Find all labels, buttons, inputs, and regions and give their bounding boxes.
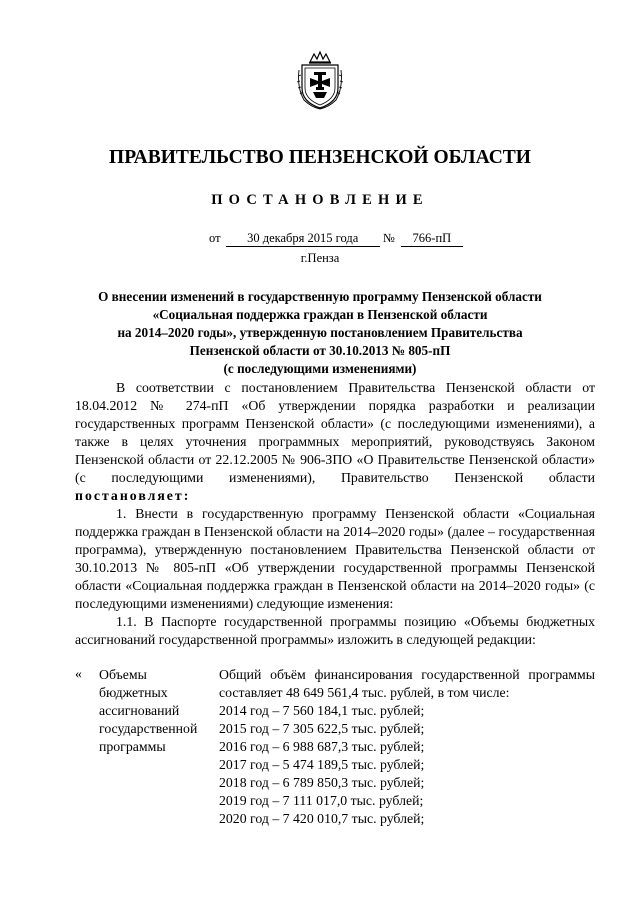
organization-title: ПРАВИТЕЛЬСТВО ПЕНЗЕНСКОЙ ОБЛАСТИ	[109, 147, 531, 168]
number-sign: №	[382, 231, 395, 245]
funding-year-row: 2020 год – 7 420 010,7 тыс. рублей;	[219, 811, 425, 826]
intro-paragraph	[75, 379, 595, 505]
funding-year-row: 2019 год – 7 111 017,0 тыс. рублей;	[219, 793, 424, 808]
funding-total: Общий объём финансирования государственной программы составляет 48 649 561,4 тыс. рублей, в том числе:	[219, 667, 595, 700]
funding-year-row: 2017 год – 5 474 189,5 тыс. рублей;	[219, 757, 425, 772]
heading-line: на 2014–2020 годы», утвержденную постановлением Правительства	[117, 325, 523, 340]
document-heading	[70, 288, 570, 378]
decree-word: постановляет:	[75, 488, 191, 503]
document-number: 766-пП	[401, 231, 463, 247]
heading-line: О внесении изменений в государственную программу Пензенской области	[98, 289, 542, 304]
heading-line: «Социальная поддержка граждан в Пензенской области	[152, 307, 488, 322]
label-line: ассигнований	[99, 703, 180, 718]
document-date: 30 декабря 2015 года	[226, 231, 380, 247]
date-prefix: от	[209, 231, 221, 245]
funding-year-row: 2018 год – 6 789 850,3 тыс. рублей;	[219, 775, 425, 790]
funding-value-cell	[219, 666, 595, 828]
funding-label-cell	[99, 666, 217, 756]
city: г.Пенза	[300, 251, 340, 265]
funding-year-row: 2014 год – 7 560 184,1 тыс. рублей;	[219, 703, 425, 718]
document-body	[75, 379, 595, 649]
item-1-paragraph: 1. Внести в государственную программу Пензенской области «Социальная поддержка граждан в Пензенской области на 2014–2020 годы» (далее – государственная программа), утвержденную постановлением Правительства Пензенской области от 30.10.2013 № 805-пП «Об утверждении государственной программы Пензенской области «Социальная поддержка граждан в Пензенской области на 2014–2020 годы» (с последующими изменениями) следующие изменения:	[75, 506, 595, 611]
heading-line: Пензенской области от 30.10.2013 № 805-пП	[189, 343, 451, 358]
label-line: программы	[99, 739, 166, 754]
item-1-1-paragraph: 1.1. В Паспорте государственной программы позицию «Объемы бюджетных ассигнований государственной программы» изложить в следующей редакции:	[75, 614, 595, 647]
label-line: государственной	[99, 721, 198, 736]
intro-text: В соответствии с постановлением Правительства Пензенской области от 18.04.2012 № 274-пП «Об утверждении порядка разработки и реализации государственных программ Пензенской области» (с последующими изменениями), а также в целях уточнения программных мероприятий, руководствуясь Законом Пензенской области от 22.12.2005 № 906-ЗПО «О Правительстве Пензенской области» (с последующими изменениями), Правительство Пензенской области	[75, 380, 595, 485]
date-number-line	[209, 231, 463, 247]
label-line: бюджетных	[99, 685, 168, 700]
document-type: ПОСТАНОВЛЕНИЕ	[211, 192, 429, 208]
coat-of-arms-emblem	[296, 48, 344, 111]
heading-line: (с последующими изменениями)	[223, 361, 417, 376]
funding-year-row: 2016 год – 6 988 687,3 тыс. рублей;	[219, 739, 425, 754]
label-line: Объемы	[99, 667, 147, 682]
open-quote: «	[75, 666, 82, 681]
funding-year-row: 2015 год – 7 305 622,5 тыс. рублей;	[219, 721, 425, 736]
